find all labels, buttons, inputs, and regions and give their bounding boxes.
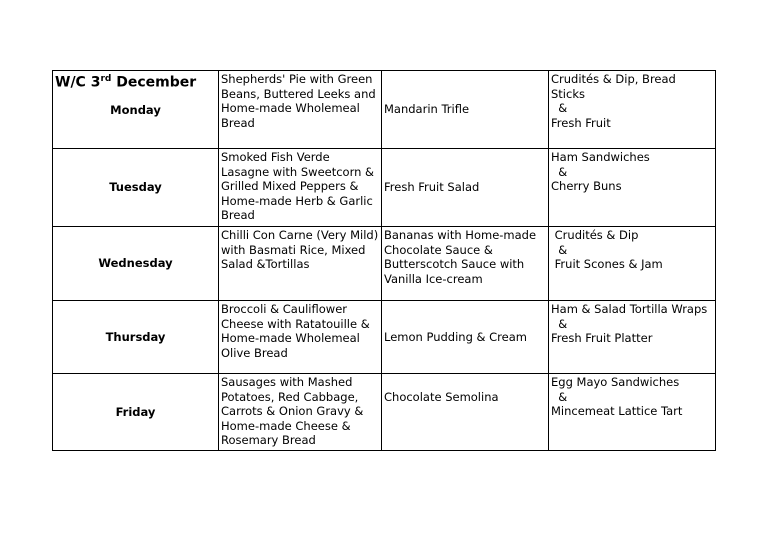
menu-line: Beans, Buttered Leeks and (221, 86, 376, 101)
menu-line: Grilled Mixed Peppers & (221, 179, 359, 194)
menu-line: Bread (221, 115, 255, 130)
menu-line: Lemon Pudding & Cream (384, 329, 527, 344)
menu-line: Home-made Wholemeal (221, 331, 360, 346)
dessert-cell (382, 71, 549, 149)
menu-line: Carrots & Onion Gravy & (221, 404, 364, 419)
menu-line: Lasagne with Sweetcorn & (221, 164, 375, 179)
menu-line: Vanilla Ice-cream (384, 271, 483, 286)
main-course-cell (219, 301, 382, 374)
menu-line: Home-made Wholemeal (221, 101, 360, 116)
menu-line: Cherry Buns (551, 179, 622, 194)
menu-line: Egg Mayo Sandwiches (551, 375, 680, 389)
menu-line: Olive Bread (221, 345, 288, 360)
menu-line: Crudités & Dip (551, 228, 639, 242)
week-commencing-heading: W/C 3rd December (55, 74, 197, 91)
menu-line: & (551, 101, 568, 116)
menu-line: Sausages with Mashed (221, 375, 353, 389)
menu-line: & (551, 164, 568, 179)
tea-cell (549, 71, 716, 149)
menu-line: Cheese with Ratatouille & (221, 316, 370, 331)
menu-line: Rosemary Bread (221, 433, 316, 448)
weekly-menu-table (52, 70, 716, 451)
menu-line: Home-made Herb & Garlic (221, 193, 373, 208)
menu-line: Fresh Fruit (551, 115, 611, 130)
menu-line: Home-made Cheese & (221, 418, 351, 433)
tea-cell (549, 374, 716, 451)
menu-line: with Basmati Rice, Mixed (221, 242, 366, 257)
main-course-cell (219, 374, 382, 451)
menu-line: Mandarin Trifle (384, 102, 470, 117)
dessert-cell (382, 149, 549, 227)
dessert-cell (382, 227, 549, 301)
menu-line: Ham Sandwiches (551, 150, 650, 164)
menu-line: Crudités & Dip, Bread (551, 72, 676, 86)
main-course-cell (219, 227, 382, 301)
menu-line: Butterscotch Sauce with (384, 257, 525, 272)
dessert-cell (382, 301, 549, 374)
menu-line: Broccoli & Cauliflower (221, 302, 347, 316)
menu-line: Chilli Con Carne (Very Mild) (221, 228, 379, 242)
dessert-cell (382, 374, 549, 451)
table-row (53, 71, 716, 149)
menu-line: Ham & Salad Tortilla Wraps (551, 302, 708, 316)
menu-line: Fresh Fruit Platter (551, 331, 653, 346)
menu-line: Fresh Fruit Salad (384, 180, 480, 195)
table-row (53, 227, 716, 301)
menu-line: & (551, 242, 568, 257)
menu-line: Salad &Tortillas (221, 257, 310, 272)
day-cell-monday (53, 71, 219, 149)
menu-line: & (551, 389, 568, 404)
menu-line: Chocolate Semolina (384, 390, 499, 404)
menu-line: Bread (221, 208, 255, 223)
day-cell-thursday: Thursday (53, 301, 219, 374)
main-course-cell (219, 71, 382, 149)
menu-line: Potatoes, Red Cabbage, (221, 389, 359, 404)
day-cell-tuesday: Tuesday (53, 149, 219, 227)
menu-line: Shepherds' Pie with Green (221, 72, 373, 86)
day-cell-friday: Friday (53, 374, 219, 451)
menu-line: Mincemeat Lattice Tart (551, 404, 683, 419)
main-course-cell (219, 149, 382, 227)
tea-cell (549, 149, 716, 227)
tea-cell (549, 301, 716, 374)
table-row (53, 149, 716, 227)
menu-line: Bananas with Home-made (384, 228, 537, 242)
menu-line: & (551, 316, 568, 331)
day-label: Monday (110, 103, 161, 117)
day-cell-wednesday: Wednesday (53, 227, 219, 301)
menu-line: Fruit Scones & Jam (551, 257, 663, 272)
menu-line: Chocolate Sauce & (384, 242, 493, 257)
menu-line: Sticks (551, 86, 585, 101)
tea-cell (549, 227, 716, 301)
table-row (53, 301, 716, 374)
table-row (53, 374, 716, 451)
menu-line: Smoked Fish Verde (221, 150, 330, 164)
